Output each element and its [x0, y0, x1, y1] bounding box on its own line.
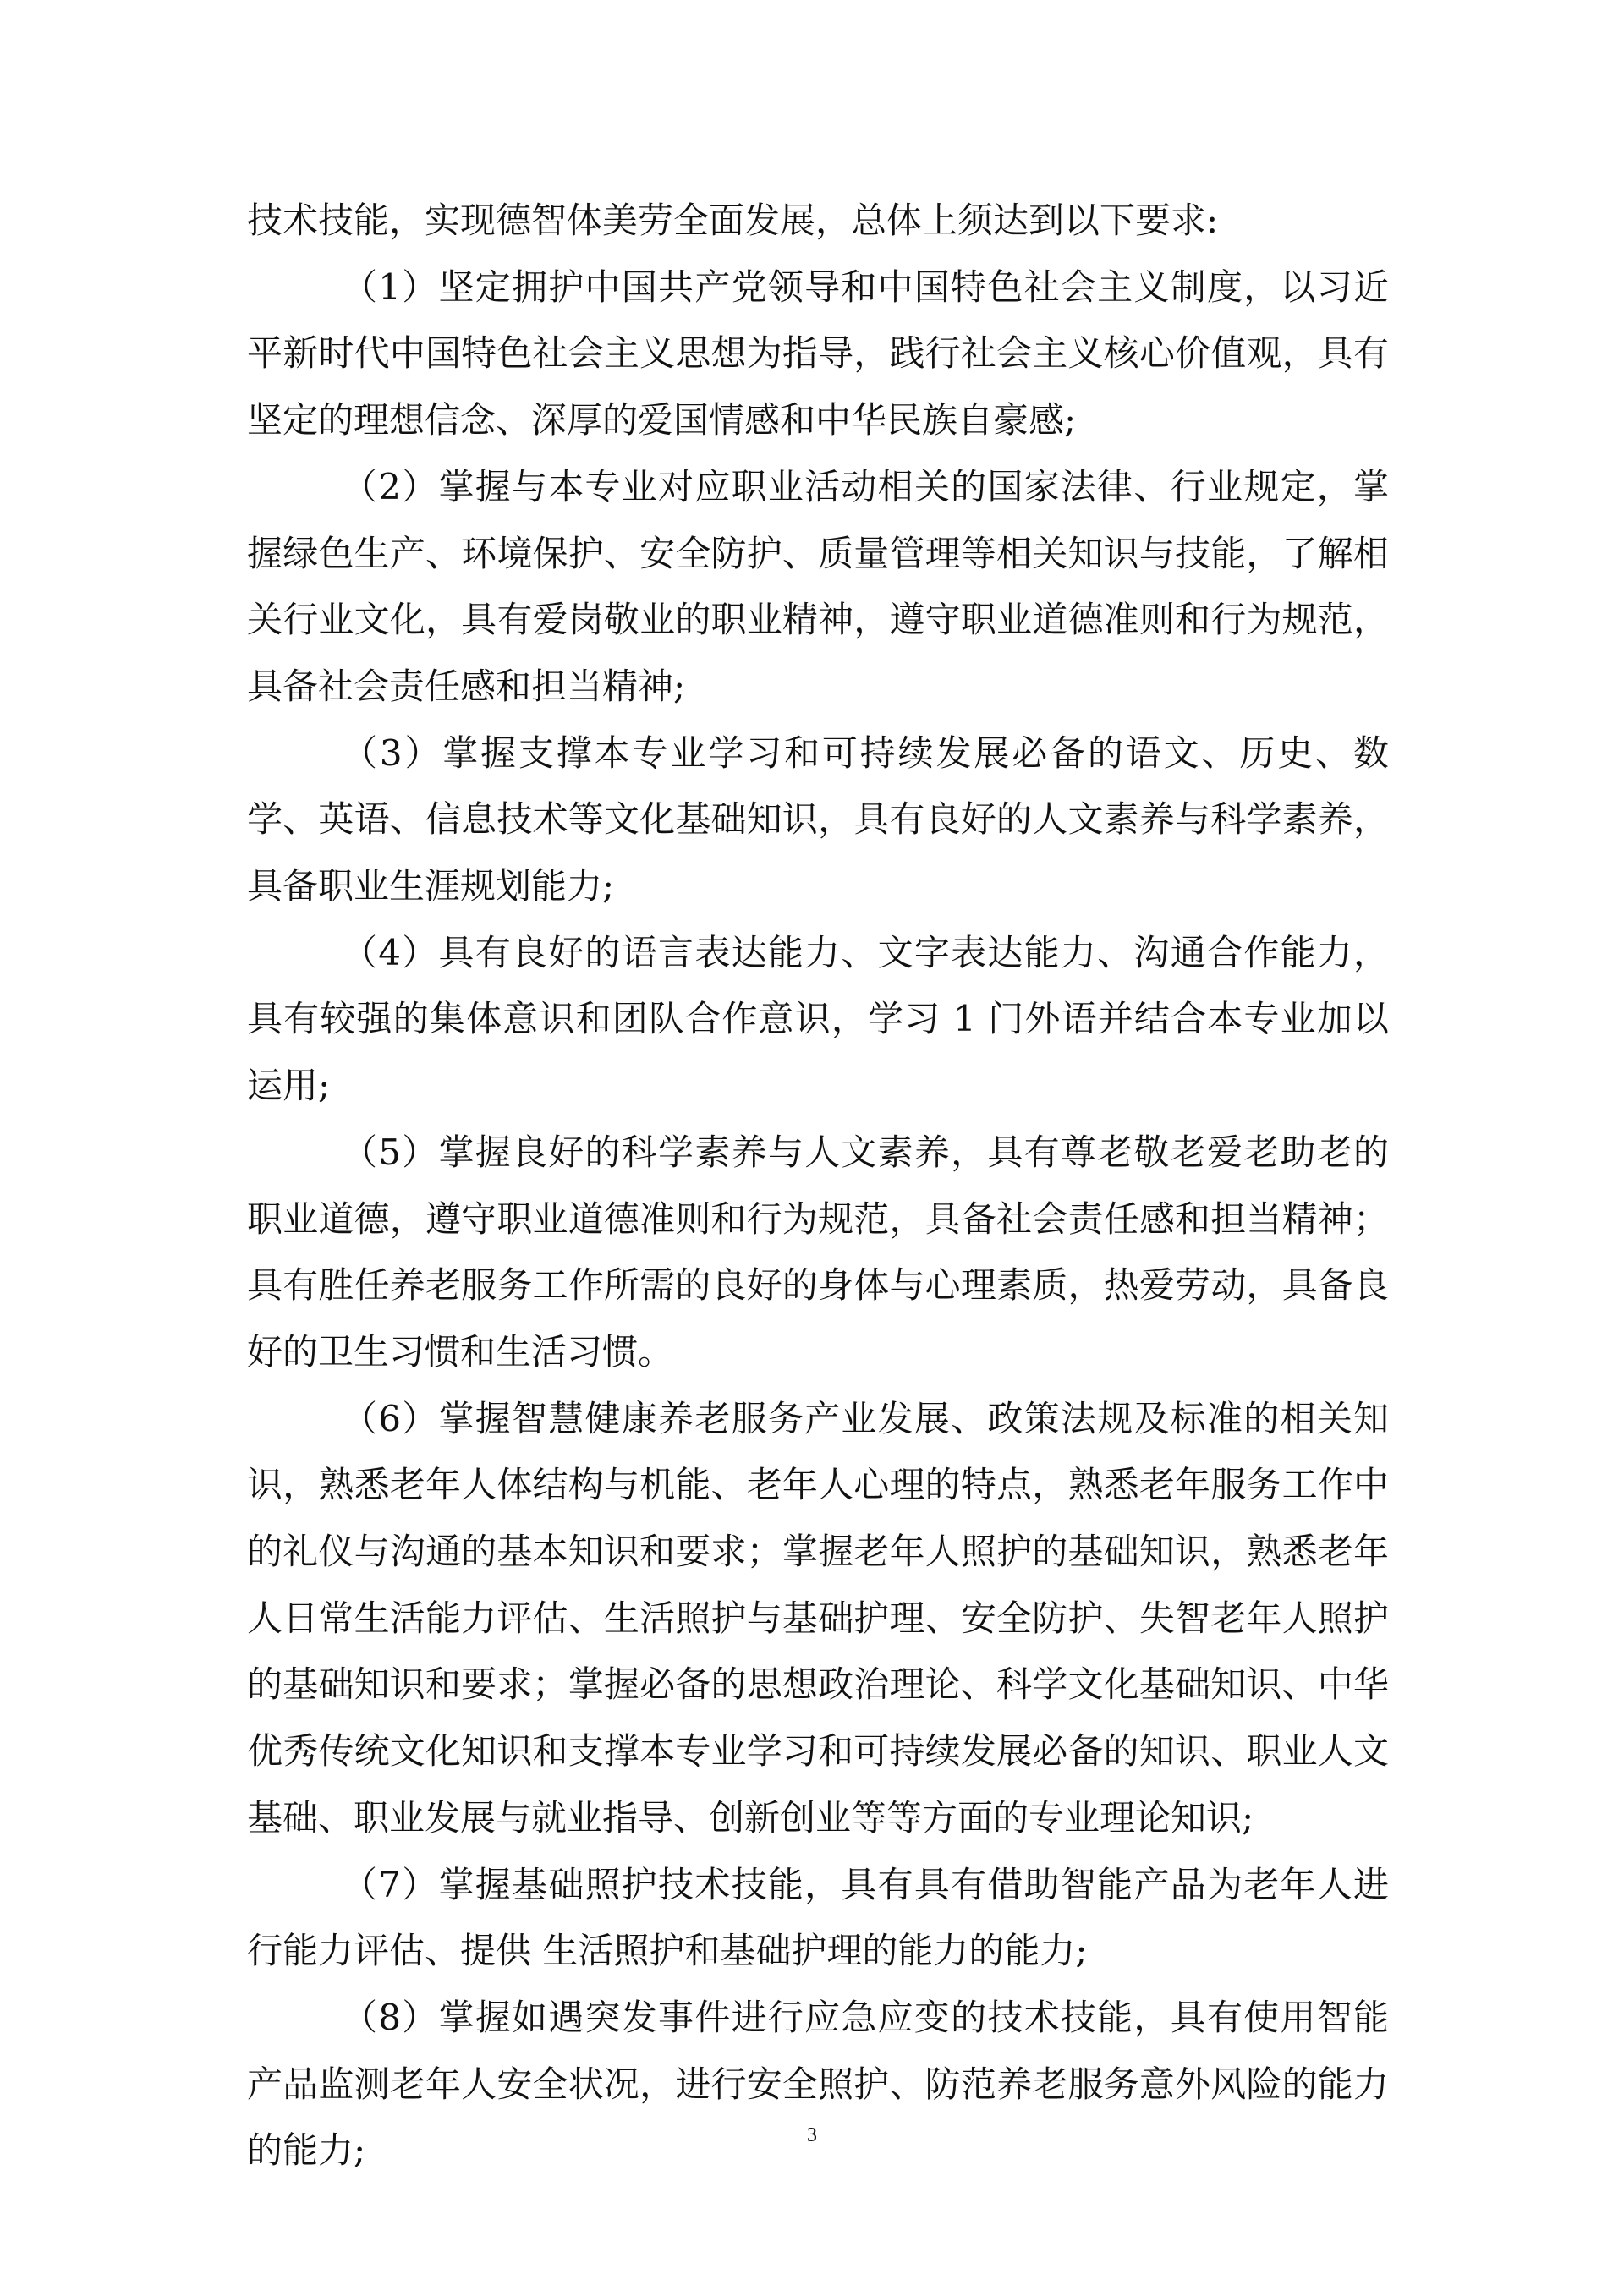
paragraph: （2）掌握与本专业对应职业活动相关的国家法律、行业规定，掌握绿色生产、环境保护、安全防护、质量管理等相关知识与技能，了解相关行业文化，具有爱岗敬业的职业精神，遵守职业道德准则和行为规范，具备社会责任感和担当精神;: [247, 465, 1389, 707]
page-number: 3: [807, 2124, 817, 2146]
document-body: [247, 188, 1389, 2184]
paragraph: （1）坚定拥护中国共产党领导和中国特色社会主义制度，以习近平新时代中国特色社会主义思想为指导，践行社会主义核心价值观，具有坚定的理想信念、深厚的爱国情感和中华民族自豪感;: [247, 266, 1389, 441]
paragraph: （8）掌握如遇突发事件进行应急应变的技术技能，具有使用智能产品监测老年人安全状况，进行安全照护、防范养老服务意外风险的能力的能力;: [247, 1996, 1389, 2172]
paragraph: 技术技能，实现德智体美劳全面发展，总体上须达到以下要求:: [247, 200, 1219, 241]
paragraph: （3）掌握支撑本专业学习和可持续发展必备的语文、历史、数学、英语、信息技术等文化基础知识，具有良好的人文素养与科学素养，具备职业生涯规划能力;: [247, 732, 1389, 907]
paragraph: （4）具有良好的语言表达能力、文字表达能力、沟通合作能力，具有较强的集体意识和团队合作意识，学习 1 门外语并结合本专业加以运用;: [247, 931, 1389, 1107]
paragraph: （7）掌握基础照护技术技能，具有具有借助智能产品为老年人进行能力评估、提供 生活照护和基础护理的能力的能力;: [247, 1863, 1389, 1972]
paragraph: （6）掌握智慧健康养老服务产业发展、政策法规及标准的相关知识，熟悉老年人体结构与机能、老年人心理的特点，熟悉老年服务工作中的礼仪与沟通的基本知识和要求；掌握老年人照护的基础知识，熟悉老年人日常生活能力评估、生活照护与基础护理、安全防护、失智老年人照护的基础知识和要求；掌握必备的思想政治理论、科学文化基础知识、中华优秀传统文化知识和支撑本专业学习和可持续发展必备的知识、职业人文基础、职业发展与就业指导、创新创业等等方面的专业理论知识;: [247, 1397, 1389, 1838]
paragraph: （5）掌握良好的科学素养与人文素养，具有尊老敬老爱老助老的职业道德，遵守职业道德准则和行为规范，具备社会责任感和担当精神；具有胜任养老服务工作所需的良好的身体与心理素质，热爱劳动，具备良好的卫生习惯和生活习惯。: [247, 1131, 1389, 1373]
